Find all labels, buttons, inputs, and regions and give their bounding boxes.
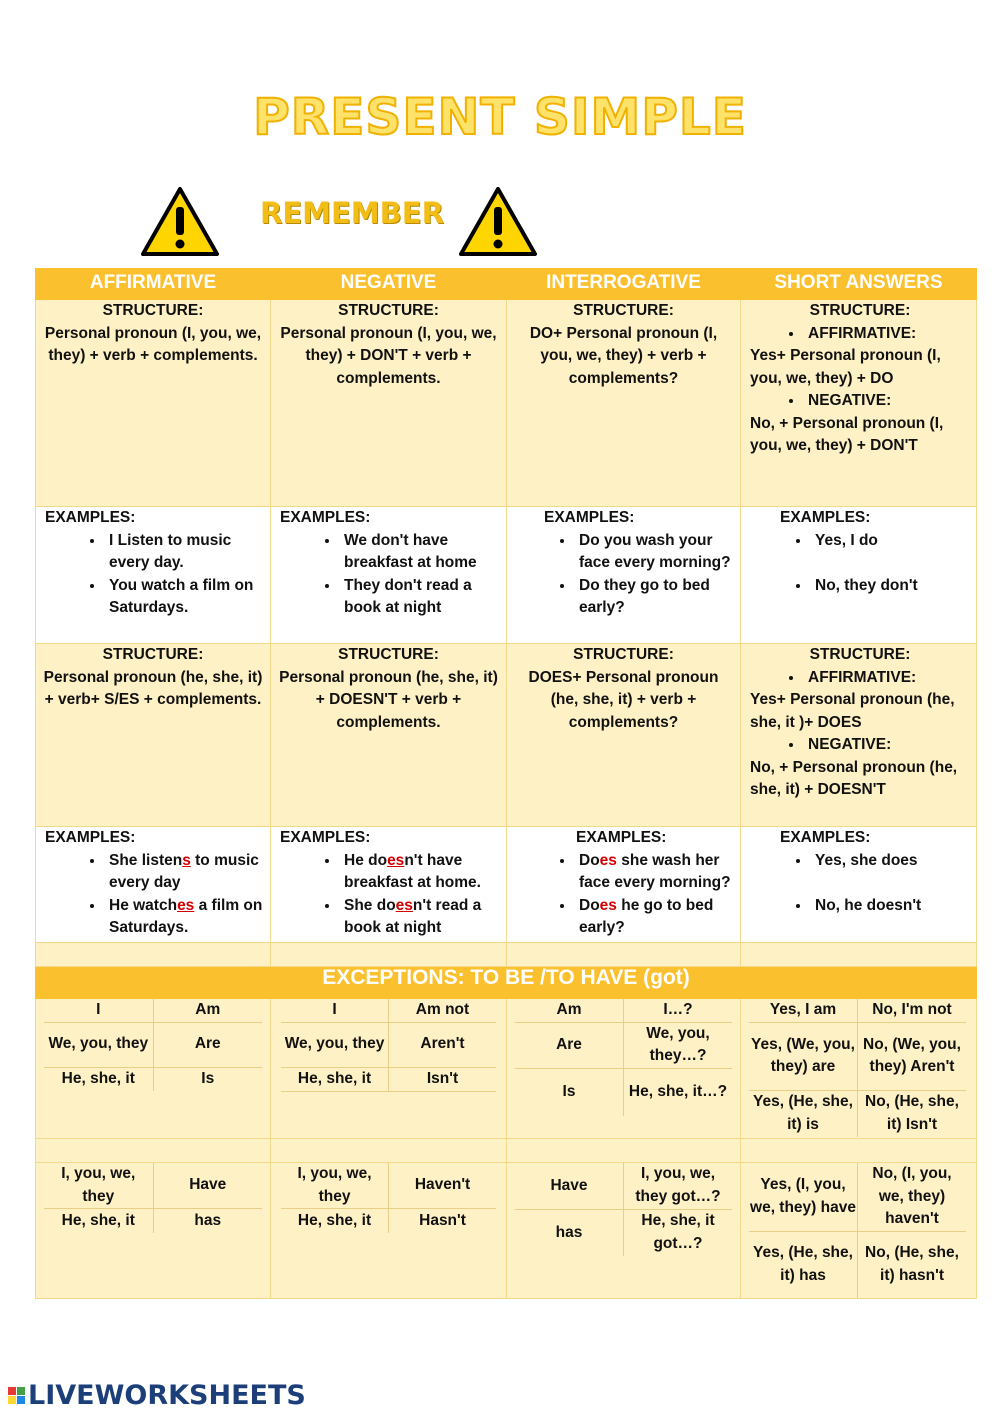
verb-ending: es	[395, 896, 413, 914]
structure-label: STRUCTURE:	[573, 302, 674, 319]
examples-cell	[271, 507, 507, 644]
bullet-label: • NEGATIVE:	[804, 734, 970, 757]
examples-label: EXAMPLES:	[280, 829, 371, 846]
bullet-label: • NEGATIVE:	[804, 390, 970, 413]
be-short-cell	[741, 999, 977, 1139]
subject-cell: We, you, they…?	[624, 1022, 733, 1068]
verb-cell: has	[515, 1209, 624, 1256]
subject-cell: I	[281, 999, 389, 1022]
example-text: He watch	[109, 896, 178, 914]
short-answer-yes: Yes, (I, you, we, they) have	[749, 1163, 858, 1231]
verb-ending: es	[599, 851, 617, 869]
short-answer-yes: Yes, I am	[749, 999, 858, 1022]
structure-cell	[36, 300, 271, 507]
structure-text: Personal pronoun (I, you, we, they) + verb + complements.	[44, 324, 262, 364]
examples-cell	[36, 507, 271, 644]
examples-cell	[36, 827, 271, 943]
verb-cell: Have	[515, 1163, 624, 1209]
example-text: She do	[344, 896, 396, 914]
logo-text: LIVEWORKSHEETS	[28, 1380, 306, 1411]
verb-cell: Haven't	[389, 1163, 497, 1209]
be-affirmative-cell	[36, 999, 271, 1139]
list-item	[105, 895, 264, 940]
verb-ending: es	[599, 896, 617, 914]
list-item	[340, 850, 500, 895]
examples-label: EXAMPLES:	[780, 829, 871, 846]
list-item: • I Listen to music every day.	[105, 530, 264, 575]
subject-cell: He, she, it	[281, 1209, 389, 1233]
examples-label: EXAMPLES:	[45, 509, 136, 526]
structure-label: STRUCTURE:	[102, 646, 204, 663]
verb-cell: Am	[153, 999, 262, 1022]
list-item: • Do they go to bed early?	[575, 575, 734, 620]
example-text: n't have breakfast at home.	[344, 851, 481, 891]
verb-cell: Aren't	[389, 1022, 497, 1067]
verb-cell: Are	[515, 1022, 624, 1068]
structure-label: STRUCTURE:	[809, 302, 911, 319]
examples-cell	[507, 507, 741, 644]
verb-cell: has	[194, 1211, 222, 1229]
short-answer-no: No, (I, you, we, they) haven't	[858, 1163, 967, 1231]
examples-label: EXAMPLES:	[780, 509, 871, 526]
list-item: • They don't read a book at night	[340, 575, 500, 620]
examples-cell	[507, 827, 741, 943]
verb-cell: Am	[515, 999, 624, 1022]
structure-cell	[507, 300, 741, 507]
have-negative-cell	[271, 1163, 507, 1299]
examples-label: EXAMPLES:	[576, 829, 667, 846]
list-item: • No, he doesn't	[811, 895, 970, 918]
subject-cell: He, she, it got…?	[641, 1212, 715, 1252]
have-short-cell	[741, 1163, 977, 1299]
subject-cell: We, you, they	[281, 1022, 389, 1067]
structure-cell	[741, 644, 977, 827]
short-answer-yes: Yes, (He, she, it) has	[749, 1231, 858, 1298]
examples-label: EXAMPLES:	[280, 509, 371, 526]
bullet-label: • AFFIRMATIVE:	[804, 323, 970, 346]
subject-cell: I, you, we, they got…?	[624, 1163, 733, 1209]
examples-cell	[271, 827, 507, 943]
structure-label: STRUCTURE:	[338, 646, 439, 663]
have-affirmative-cell	[36, 1163, 271, 1299]
list-item	[575, 850, 734, 895]
structure-cell	[741, 300, 977, 507]
list-item: • Yes, I do	[811, 530, 970, 553]
page-title: PRESENT SIMPLE	[253, 88, 747, 146]
example-text: Do	[579, 851, 600, 869]
example-text: she wash her face every morning?	[579, 851, 731, 891]
examples-label: EXAMPLES:	[45, 829, 136, 846]
structure-cell	[271, 644, 507, 827]
example-text: n't read a book at night	[344, 896, 482, 936]
structure-text: No, + Personal pronoun (I, you, we, they) + DON'T	[750, 414, 944, 454]
be-interrogative-cell	[507, 999, 741, 1139]
bullet-label: • AFFIRMATIVE:	[804, 667, 970, 690]
example-text: Do	[579, 896, 600, 914]
short-answer-yes: Yes, (He, she, it) is	[749, 1090, 858, 1137]
grammar-table	[35, 268, 977, 1299]
have-interrogative-cell	[507, 1163, 741, 1299]
subject-cell: I	[44, 999, 153, 1022]
verb-ending: es	[177, 896, 195, 914]
example-text: a film on Saturdays.	[109, 896, 263, 936]
example-text: to music every day	[109, 851, 259, 891]
structure-text: DOES+ Personal pronoun (he, she, it) + verb + complements?	[528, 668, 719, 731]
structure-text: DO+ Personal pronoun (I, you, we, they) + verb + complements?	[529, 324, 718, 387]
structure-cell	[36, 644, 271, 827]
exceptions-title: EXCEPTIONS: TO BE /TO HAVE (got)	[36, 967, 977, 999]
structure-label: STRUCTURE:	[573, 646, 674, 663]
structure-text: Personal pronoun (I, you, we, they) + DON'T + verb + complements.	[280, 324, 497, 387]
example-text: he go to bed early?	[579, 896, 714, 936]
example-text: She listen	[109, 851, 183, 869]
subject-cell: He, she, it…?	[628, 1083, 728, 1100]
verb-cell: Hasn't	[419, 1211, 466, 1229]
structure-cell	[507, 644, 741, 827]
subject-cell: I, you, we, they	[281, 1163, 389, 1209]
structure-text: Yes+ Personal pronoun (he, she, it )+ DOES	[750, 691, 955, 731]
short-answer-no: No, (We, you, they) Aren't	[858, 1022, 967, 1090]
list-item: • Yes, she does	[811, 850, 970, 873]
subject-cell: We, you, they	[44, 1022, 153, 1067]
list-item: • You watch a film on Saturdays.	[105, 575, 264, 620]
verb-cell: Is	[515, 1068, 624, 1116]
warning-icon	[140, 185, 220, 257]
verb-cell: Have	[153, 1163, 262, 1209]
structure-text: Yes+ Personal pronoun (I, you, we, they) + DO	[750, 347, 941, 387]
short-answer-no: No, (He, she, it) Isn't	[865, 1093, 959, 1133]
structure-text: Personal pronoun (he, she, it) + DOESN'T + verb + complements.	[279, 668, 498, 731]
examples-cell	[741, 507, 977, 644]
subject-cell: I, you, we, they	[44, 1163, 153, 1209]
verb-cell: Isn't	[389, 1067, 497, 1091]
verb-cell: Am not	[389, 999, 497, 1022]
header-short-answers: SHORT ANSWERS	[741, 269, 977, 300]
header-negative: NEGATIVE	[271, 269, 507, 300]
warning-icon	[458, 185, 538, 257]
verb-cell: Are	[153, 1022, 262, 1067]
list-item: • Do you wash your face every morning?	[575, 530, 734, 575]
structure-text: Personal pronoun (he, she, it) + verb+ S/ES + complements.	[43, 668, 263, 708]
examples-label: EXAMPLES:	[544, 509, 635, 526]
structure-label: STRUCTURE:	[102, 302, 204, 319]
list-item	[105, 850, 264, 895]
subject-cell: He, she, it	[281, 1067, 389, 1091]
subject-cell: I…?	[624, 999, 733, 1022]
list-item: • No, they don't	[811, 575, 970, 598]
be-negative-cell	[271, 999, 507, 1139]
verb-cell: Is	[201, 1070, 215, 1087]
structure-cell	[271, 300, 507, 507]
verb-ending: s	[182, 851, 191, 869]
subject-cell: He, she, it	[44, 1067, 153, 1091]
logo-icon	[8, 1387, 25, 1404]
short-answer-yes: Yes, (We, you, they) are	[749, 1022, 858, 1090]
header-interrogative: INTERROGATIVE	[507, 269, 741, 300]
short-answer-no: No, I'm not	[858, 999, 967, 1022]
subject-cell: He, she, it	[44, 1209, 153, 1233]
structure-label: STRUCTURE:	[338, 302, 439, 319]
list-item: • We don't have breakfast at home	[340, 530, 500, 575]
liveworksheets-logo	[8, 1380, 306, 1411]
remember-heading: REMEMBER	[260, 196, 444, 230]
verb-ending: es	[387, 851, 405, 869]
header-affirmative: AFFIRMATIVE	[36, 269, 271, 300]
short-answer-no: No, (He, she, it) hasn't	[865, 1244, 959, 1284]
examples-cell	[741, 827, 977, 943]
structure-text: No, + Personal pronoun (he, she, it) + DOESN'T	[750, 758, 958, 798]
structure-label: STRUCTURE:	[809, 646, 911, 663]
example-text: He do	[344, 851, 388, 869]
list-item	[340, 895, 500, 940]
list-item	[575, 895, 734, 940]
